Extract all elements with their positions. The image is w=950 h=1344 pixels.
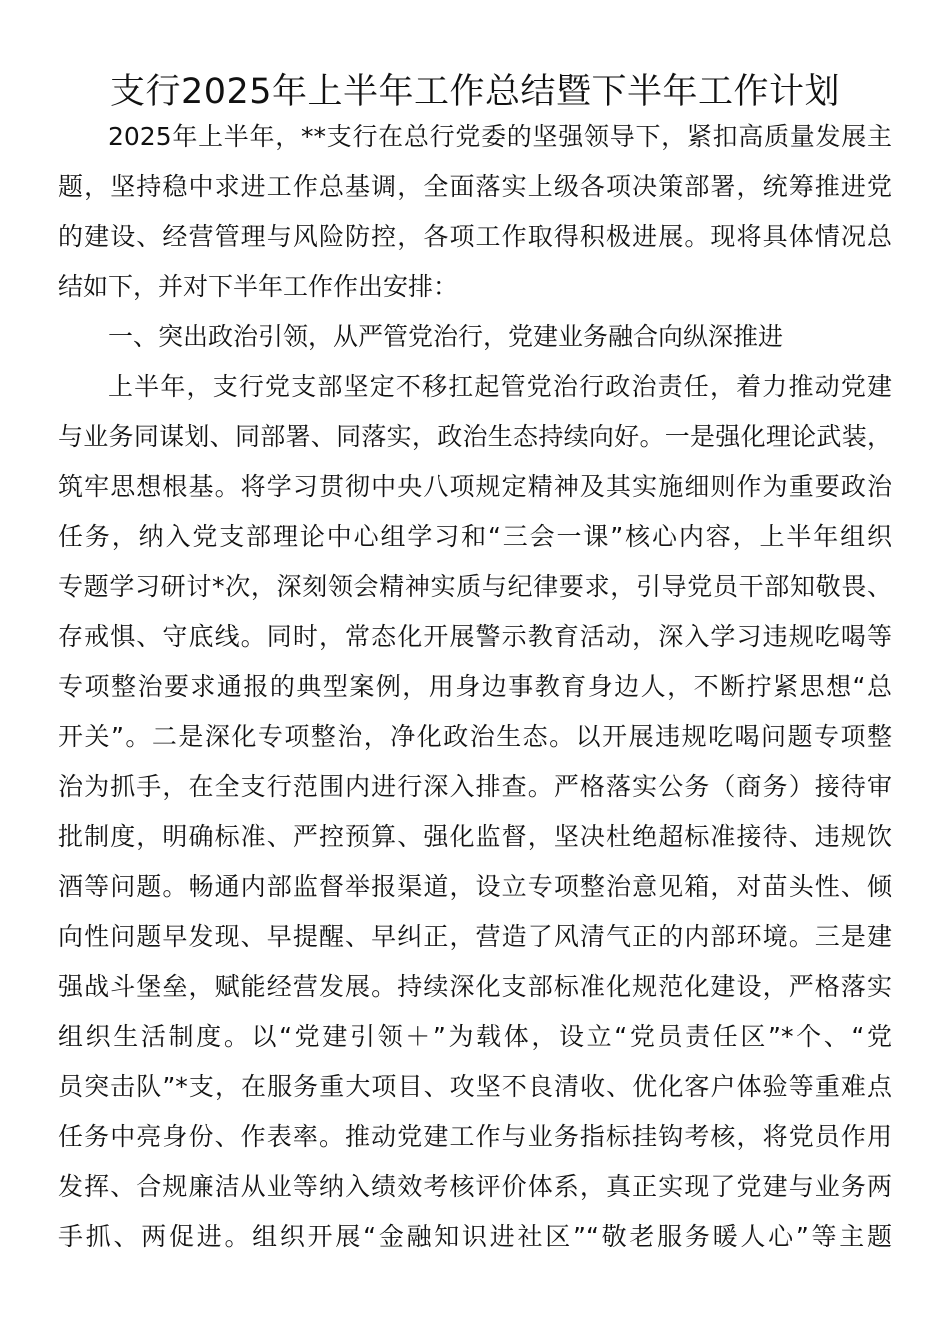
paragraph-line: 员突击队”*支，在服务重大项目、攻坚不良清收、优化客户体验等重难点 [58, 1072, 892, 1101]
section-heading: 一、突出政治引领，从严管党治行，党建业务融合向纵深推进 [108, 322, 784, 351]
paragraph-line: 筑牢思想根基。将学习贯彻中央八项规定精神及其实施细则作为重要政治 [58, 472, 892, 501]
paragraph-line: 手抓、两促进。组织开展“金融知识进社区”“敬老服务暖人心”等主题 [58, 1222, 892, 1251]
paragraph-line: 酒等问题。畅通内部监督举报渠道，设立专项整治意见箱，对苗头性、倾 [58, 872, 892, 901]
paragraph-line: 任务中亮身份、作表率。推动党建工作与业务指标挂钩考核，将党员作用 [58, 1122, 892, 1151]
paragraph-line: 组织生活制度。以“党建引领＋”为载体，设立“党员责任区”*个、“党 [58, 1022, 892, 1051]
paragraph-line: 2025年上半年，**支行在总行党委的坚强领导下，紧扣高质量发展主 [108, 122, 892, 151]
paragraph-line: 结如下，并对下半年工作作出安排： [58, 272, 459, 301]
document-title: 支行2025年上半年工作总结暨下半年工作计划 [109, 72, 841, 112]
paragraph-line: 题，坚持稳中求进工作总基调，全面落实上级各项决策部署，统筹推进党 [58, 172, 892, 201]
paragraph-line: 的建设、经营管理与风险防控，各项工作取得积极进展。现将具体情况总 [58, 222, 892, 251]
paragraph-line: 与业务同谋划、同部署、同落实，政治生态持续向好。一是强化理论武装， [58, 422, 892, 451]
paragraph-line: 批制度，明确标准、严控预算、强化监督，坚决杜绝超标准接待、违规饮 [58, 822, 892, 851]
paragraph-line: 存戒惧、守底线。同时，常态化开展警示教育活动，深入学习违规吃喝等 [58, 622, 892, 651]
paragraph-line: 专题学习研讨*次，深刻领会精神实质与纪律要求，引导党员干部知敬畏、 [58, 572, 892, 601]
paragraph-line: 向性问题早发现、早提醒、早纠正，营造了风清气正的内部环境。三是建 [58, 922, 892, 951]
paragraph-line: 上半年，支行党支部坚定不移扛起管党治行政治责任，着力推动党建 [108, 372, 892, 401]
paragraph-line: 强战斗堡垒，赋能经营发展。持续深化支部标准化规范化建设，严格落实 [58, 972, 892, 1001]
paragraph-line: 任务，纳入党支部理论中心组学习和“三会一课”核心内容，上半年组织 [58, 522, 892, 551]
paragraph-line: 开关”。二是深化专项整治，净化政治生态。以开展违规吃喝问题专项整 [58, 722, 892, 751]
paragraph-line: 治为抓手，在全支行范围内进行深入排查。严格落实公务（商务）接待审 [58, 772, 892, 801]
paragraph-line: 专项整治要求通报的典型案例，用身边事教育身边人，不断拧紧思想“总 [58, 672, 892, 701]
paragraph-line: 发挥、合规廉洁从业等纳入绩效考核评价体系，真正实现了党建与业务两 [58, 1172, 892, 1201]
